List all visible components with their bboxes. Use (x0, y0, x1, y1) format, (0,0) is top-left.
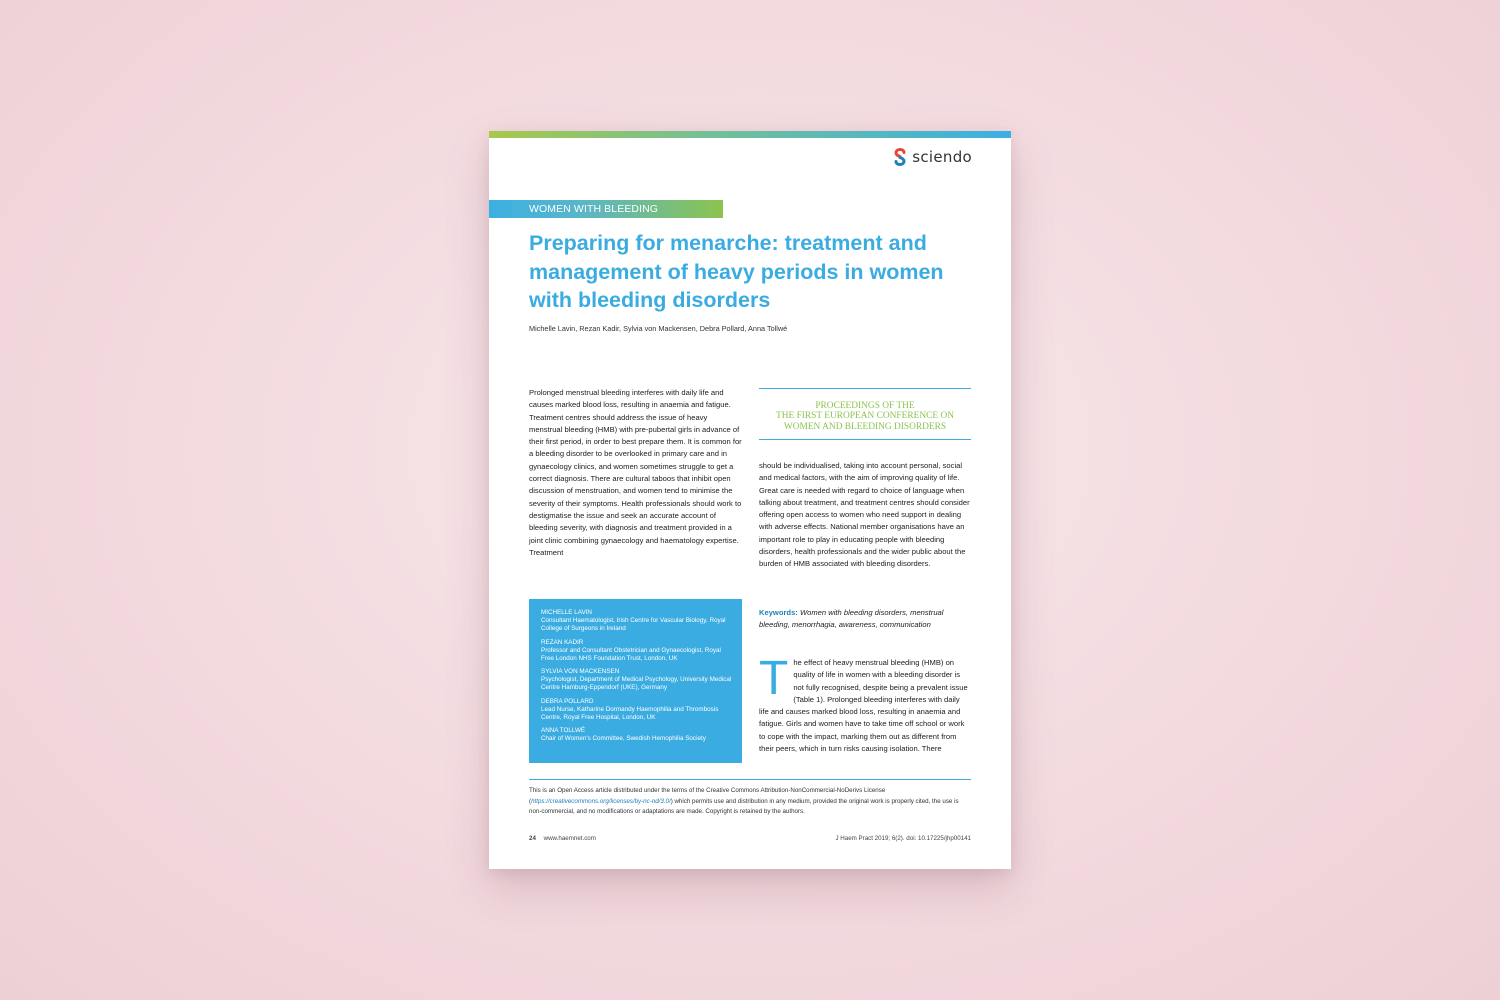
article-title: Preparing for menarche: treatment and management of heavy periods in women with bleeding disorders (529, 231, 944, 312)
article-page (489, 131, 1011, 869)
page-number: 24 (529, 835, 536, 842)
author-list: Michelle Lavin, Rezan Kadir, Sylvia von Mackensen, Debra Pollard, Anna Tollwé (529, 324, 788, 333)
affiliation-entry (541, 698, 734, 722)
keywords (759, 607, 971, 632)
body-paragraph: he effect of heavy menstrual bleeding (HMB) on quality of life in women with a bleeding disorder is not fully recognised, despite being a prevalent issue (Table 1). Prolonged bleeding interferes with daily life and causes marked blood loss, resulting in anaemia and fatigue. Girls and women have to take time off school or work to cope with the impact, marking them out as different from their peers, which in turn risks causing isolation. There (759, 658, 968, 754)
affiliation-entry (541, 668, 734, 692)
proceedings-line: WOMEN AND BLEEDING DISORDERS (783, 421, 947, 432)
keywords-text: Women with bleeding disorders, menstrual bleeding, menorrhagia, awareness, communication (759, 608, 944, 630)
drop-cap: T (759, 652, 789, 705)
license-notice (529, 786, 971, 818)
license-text-before: This is an Open Access article distributed under the terms of the Creative Commons Attribution-NonCommercial-NoDerivs License ( (529, 787, 886, 805)
proceedings-banner (759, 388, 971, 440)
keywords-label: Keywords: (759, 608, 798, 617)
proceedings-line: PROCEEDINGS OF THE (815, 401, 915, 411)
sciendo-logo-icon (893, 148, 907, 166)
footer-rule (529, 779, 971, 780)
footer-left (529, 835, 596, 842)
proceedings-line: THE FIRST EUROPEAN CONFERENCE ON (776, 411, 954, 422)
journal-logo (893, 148, 972, 166)
affiliation-name: REZAN KADIR (541, 638, 584, 646)
affiliation-desc: Lead Nurse, Katharine Dormandy Haemophilia and Thrombosis Centre, Royal Free Hospital, London, UK (541, 705, 719, 721)
top-gradient-bar (489, 131, 1011, 138)
license-link[interactable]: https://creativecommons.org/licenses/by-nc-nd/3.0/ (531, 797, 671, 805)
affiliation-name: MICHELLE LAVIN (541, 609, 592, 616)
affiliation-name: SYLVIA VON MACKENSEN (541, 668, 620, 675)
affiliation-desc: Consultant Haematologist, Irish Centre for Vascular Biology, Royal College of Surgeons in Ireland (541, 617, 726, 632)
affiliation-name: ANNA TOLLWÉ (541, 727, 586, 734)
affiliation-desc: Psychologist, Department of Medical Psychology, University Medical Centre Hamburg-Eppendorf (UKE), Germany (541, 676, 732, 691)
affiliation-desc: Chair of Women's Committee, Swedish Hemophilia Society (541, 735, 706, 742)
affiliation-name: DEBRA POLLARD (541, 697, 594, 705)
citation: J Haem Pract 2019; 6(2). doi: 10.17225/jhp00141 (835, 835, 971, 842)
affiliation-entry (541, 639, 734, 663)
body-text (759, 652, 971, 755)
logo-text: sciendo (912, 148, 972, 166)
affiliations-box (529, 599, 742, 763)
affiliation-entry (541, 609, 734, 633)
page-footer (529, 835, 971, 842)
section-tag: WOMEN WITH BLEEDING DISORDERS (489, 200, 723, 218)
affiliation-entry (541, 727, 734, 743)
affiliation-desc: Professor and Consultant Obstetrician and Gynaecologist, Royal Free London NHS Foundation Trust, London, UK (541, 646, 721, 662)
license-text-after: ) which permits use and distribution in any medium, provided the original work is properly cited, the use is non-commercial, and no modifications or adaptations are made. Copyright is retained by the authors. (529, 797, 959, 815)
website-link[interactable]: www.haemnet.com (543, 835, 596, 842)
abstract-column-2: should be individualised, taking into account personal, social and medical factors, with the aim of improving quality of life. Great care is needed with regard to choice of language when talking about treatment, and treatment centres should consider offering open access to women who need support in dealing with adverse effects. National member organisations have an important role to play in educating people with bleeding disorders, health professionals and the wider public about the burden of HMB associated with bleeding disorders. (759, 461, 970, 569)
abstract-column-1: Prolonged menstrual bleeding interferes with daily life and causes marked blood loss, resulting in anaemia and fatigue. Treatment centres should address the issue of heavy menstrual bleeding (HMB) with pre-pubertal girls in advance of their first period, in order to best prepare them. It is common for a bleeding disorder to be overlooked in primary care and in gynaecology clinics, and women sometimes struggle to get a correct diagnosis. There are cultural taboos that inhibit open discussion of menstruation, and women tend to minimise the severity of their symptoms. Health professionals should work to destigmatise the issue and seek an accurate account of bleeding severity, with diagnosis and treatment provided in a joint clinic combining gynaecology and haematology expertise. Treatment (529, 388, 742, 557)
